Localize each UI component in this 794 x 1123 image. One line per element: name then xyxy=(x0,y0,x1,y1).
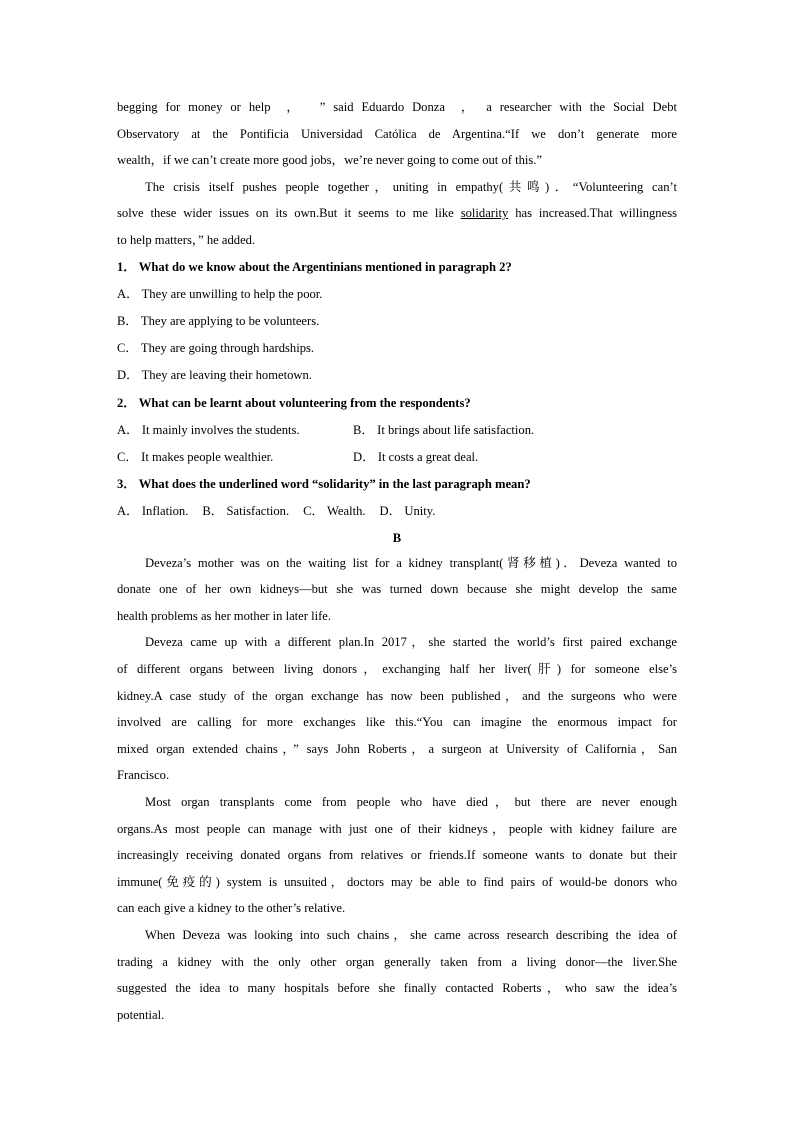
option-row xyxy=(117,444,677,471)
option-a: A． Inflation. xyxy=(117,504,189,519)
text-line: health problems as her mother in later life. xyxy=(117,608,332,623)
text-line: trading a kidney with the only other organ generally taken from a living donor—the liver.She xyxy=(117,954,677,969)
passage-b-paragraph-1 xyxy=(117,550,677,630)
option-b: B． It brings about life satisfaction. xyxy=(353,422,535,437)
text-line: to help matters，” he added. xyxy=(117,232,256,247)
text-line: Observatory at the Pontificia Universidad Católica de Argentina.“If we don’t generate more xyxy=(117,126,677,141)
passage-b-paragraph-3 xyxy=(117,789,677,922)
text-line: increasingly receiving donated organs from relatives or friends.If someone wants to donate but their xyxy=(117,848,677,863)
underlined-word-solidarity: solidarity xyxy=(460,206,509,221)
option-row xyxy=(117,417,677,444)
text-line: wealth，if we can’t create more good jobs，we’re never going to come out of this.” xyxy=(117,153,543,168)
text-line: Deveza’s mother was on the waiting list for a kidney transplant(肾移植)．Deveza wanted to xyxy=(145,555,677,570)
text-line: mixed organ extended chains，” says John Roberts，a surgeon at University of California，San xyxy=(117,741,677,756)
text-run: solve these wider issues on its own.But it seems to me like xyxy=(117,206,461,221)
option-d: D． Unity. xyxy=(379,504,436,519)
text-line: potential. xyxy=(117,1007,165,1022)
passage-a-paragraph-1 xyxy=(117,94,677,174)
text-line: immune(免疫的) system is unsuited，doctors may be able to find pairs of would-be donors who xyxy=(117,874,677,889)
option-d: D． It costs a great deal. xyxy=(353,449,479,464)
question-stem: 1． What do we know about the Argentinians mentioned in paragraph 2? xyxy=(117,259,512,274)
text-line: Deveza came up with a different plan.In 2017，she started the world’s first paired exchange xyxy=(145,635,677,650)
section-heading: B xyxy=(392,530,402,545)
question-stem: 3． What does the underlined word “solidarity” in the last paragraph mean? xyxy=(117,477,531,492)
question-1 xyxy=(117,254,677,390)
text-line: of different organs between living donors，exchanging half her liver(肝) for someone else’s xyxy=(117,661,677,676)
text-line: organs.As most people can manage with just one of their kidneys，people with kidney failure are xyxy=(117,821,677,836)
text-line: Most organ transplants come from people who have died，but there are never enough xyxy=(145,794,677,809)
option-b: B． Satisfaction. xyxy=(202,504,290,519)
passage-b-paragraph-4 xyxy=(117,922,677,1028)
passage-b-paragraph-2 xyxy=(117,629,677,789)
text-line: donate one of her own kidneys—but she was turned down because she might develop the same xyxy=(117,582,677,597)
text-run: has increased.That willingness xyxy=(508,206,677,221)
document-page xyxy=(117,94,677,1028)
text-line: The crisis itself pushes people together，uniting in empathy(共鸣)．“Volunteering can’t xyxy=(145,179,677,194)
option-a: A． They are unwilling to help the poor. xyxy=(117,286,323,301)
question-3 xyxy=(117,471,677,525)
text-line: Francisco. xyxy=(117,768,170,783)
option-d: D． They are leaving their hometown. xyxy=(117,368,312,383)
text-line: begging for money or help ， ” said Eduardo Donza ， a researcher with the Social Debt xyxy=(117,100,677,114)
question-stem: 2． What can be learnt about volunteering from the respondents? xyxy=(117,395,471,410)
text-line: kidney.A case study of the organ exchange has now been published，and the surgeons who were xyxy=(117,688,677,703)
passage-a-paragraph-2 xyxy=(117,174,677,254)
option-a: A． It mainly involves the students. xyxy=(117,422,300,437)
text-line: can each give a kidney to the other’s relative. xyxy=(117,901,346,916)
text-line: suggested the idea to many hospitals before she finally contacted Roberts，who saw the idea’s xyxy=(117,981,677,996)
question-2 xyxy=(117,390,677,472)
option-c: C． They are going through hardships. xyxy=(117,341,315,356)
text-line: When Deveza was looking into such chains，she came across research describing the idea of xyxy=(145,927,677,942)
option-b: B． They are applying to be volunteers. xyxy=(117,313,320,328)
option-c: C． Wealth. xyxy=(303,504,366,519)
option-row xyxy=(117,498,677,525)
text-line: involved are calling for more exchanges like this.“You can imagine the enormous impact for xyxy=(117,715,677,730)
text-line xyxy=(117,200,677,227)
option-c: C． It makes people wealthier. xyxy=(117,449,274,464)
